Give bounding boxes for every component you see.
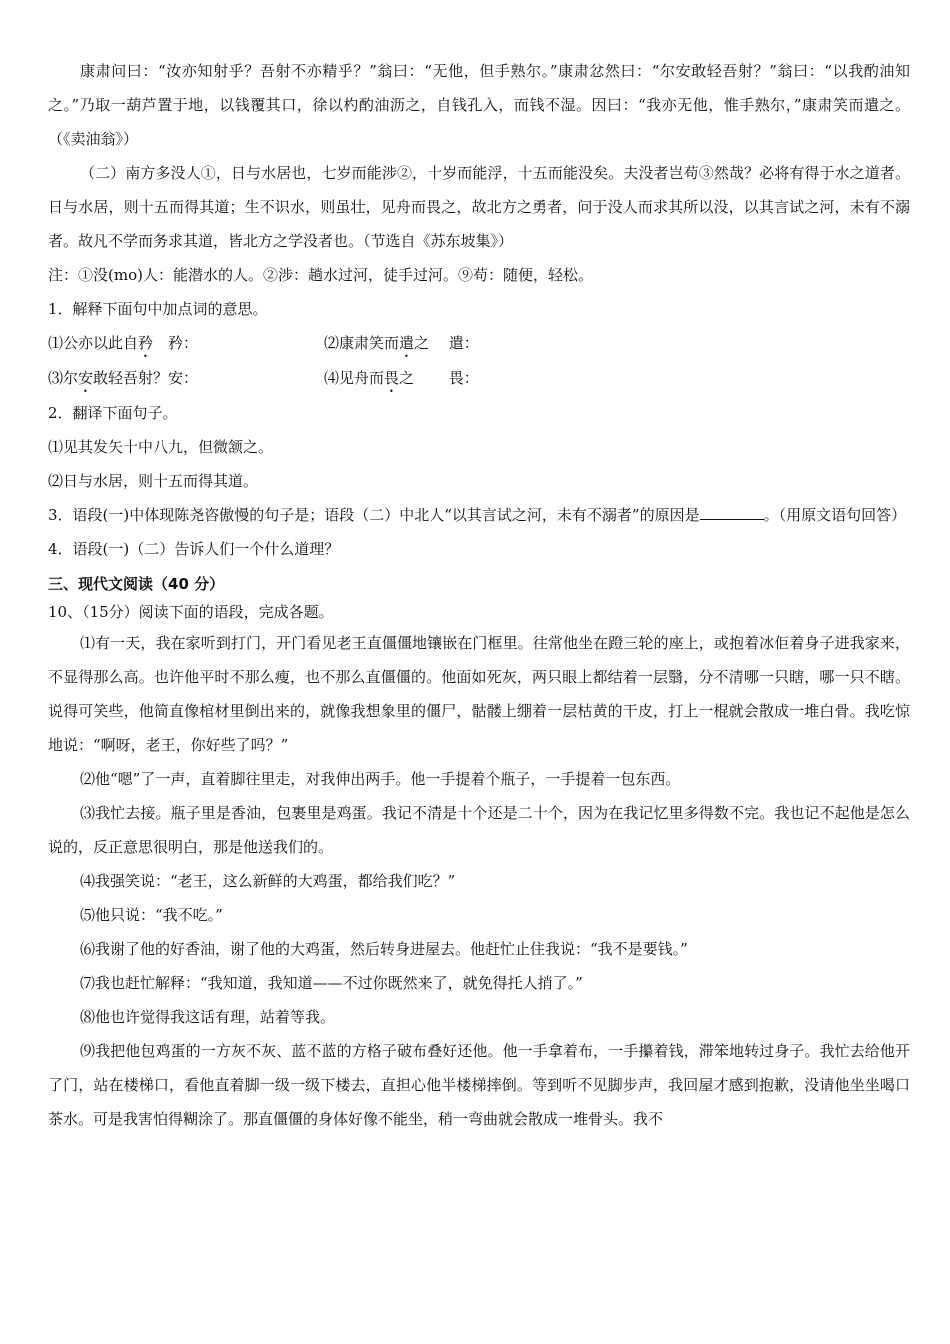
question-1-row-a xyxy=(48,326,910,361)
question-1-title: 1．解释下面句中加点词的意思。 xyxy=(48,300,268,318)
answer-blank[interactable] xyxy=(700,503,764,520)
reading-paragraph-2: ⑵他“嗯”了一声，直着脚往里走，对我伸出两手。他一手提着个瓶子，一手提着一包东西。 xyxy=(80,770,681,788)
question-10-intro: 10、（15分）阅读下面的语段，完成各题。 xyxy=(48,603,334,621)
document-page xyxy=(48,54,910,1136)
reading-paragraph-3: ⑶我忙去接。瓶子里是香油，包裹里是鸡蛋。我记不清是十个还是二十个，因为在我记忆里多得数不完。我也记不起他是怎么说的，反正意思很明白，那是他送我们的。 xyxy=(48,804,910,856)
reading-paragraph-5: ⑸他只说：“我不吃。” xyxy=(80,906,223,924)
question-4: 4．语段(一)（二）告诉人们一个什么道理？ xyxy=(48,540,340,558)
question-1-item-1: ⑴公亦以此自矜 矜： xyxy=(48,334,199,352)
reading-paragraph-7: ⑺我也赶忙解释：“我知道，我知道——不过你既然来了，就免得托人捎了。” xyxy=(80,974,583,992)
question-3: 3．语段(一)中体现陈尧咨傲慢的句子是；语段（二）中北人“以其言试之河，未有不溺者”的原因是 。（用原文语句回答） xyxy=(48,498,910,532)
question-2-item-2: ⑵日与水居，则十五而得其道。 xyxy=(48,472,259,490)
question-1-row-b xyxy=(48,361,910,396)
question-1-item-3: ⑶尔安敢轻吾射？安： xyxy=(48,369,199,387)
reading-paragraph-1: ⑴有一天，我在家听到打门，开门看见老王直僵僵地镶嵌在门框里。往常他坐在蹬三轮的座上，或抱着冰佢着身子进我家来，不显得那么高。也许他平时不那么瘦，也不那么直僵僵的。他面如死灰，两只眼上都结着一层翳，分不清哪一只瞎，哪一只不瞎。说得可笑些，他简直像棺材里倒出来的，就像我想象里的僵尸，骷髅上绷着一层枯黄的干皮，打上一棍就会散成一堆白骨。我吃惊地说：“啊呀，老王，你好些了吗？” xyxy=(48,634,910,754)
question-1-item-2: ⑵康肃笑而遣之 遣： xyxy=(324,334,479,352)
question-2-item-1: ⑴见其发矢十中八九，但微颔之。 xyxy=(48,438,274,456)
question-1-item-4: ⑷见舟而畏之 畏： xyxy=(324,369,479,387)
passage-1-ending: 康肃问曰：“汝亦知射乎？吾射不亦精乎？”翁曰：“无他，但手熟尔。”康肃忿然曰：“尔安敢轻吾射？”翁曰：“以我酌油知之。”乃取一葫芦置于地，以钱覆其口，徐以杓酌油沥之，自钱孔入，而钱不湿。因曰：“我亦无他，惟手熟尔，”康肃笑而遣之。（《卖油翁》） xyxy=(48,62,910,148)
reading-paragraph-4: ⑷我强笑说：“老王，这么新鲜的大鸡蛋，都给我们吃？” xyxy=(80,872,456,890)
reading-paragraph-6: ⑹我谢了他的好香油，谢了他的大鸡蛋，然后转身进屋去。他赶忙止住我说：“我不是要钱。” xyxy=(80,940,688,958)
passage-2: （二）南方多没人①，日与水居也，七岁而能涉②，十岁而能浮，十五而能没矣。夫没者岂苟③然哉？必将有得于水之道者。日与水居，则十五而得其道；生不识水，则虽壮，见舟而畏之，故北方之勇者，问于没人而求其所以没，以其言试之河，未有不溺者。故凡不学而务求其道，皆北方之学没者也。（节选自《苏东坡集》） xyxy=(48,164,910,250)
reading-paragraph-8: ⑻他也许觉得我这话有理，站着等我。 xyxy=(80,1008,336,1026)
reading-paragraph-9: ⑼我把他包鸡蛋的一方灰不灰、蓝不蓝的方格子破布叠好还他。他一手拿着布，一手攥着钱，滞笨地转过身子。我忙去给他开了门，站在楼梯口，看他直着脚一级一级下楼去，直担心他半楼梯摔倒。等到听不见脚步声，我回屋才感到抱歉，没请他坐坐喝口茶水。可是我害怕得糊涂了。那直僵僵的身体好像不能坐，稍一弯曲就会散成一堆骨头。我不 xyxy=(48,1042,910,1128)
annotation-notes: 注：①没(mo)人：能潜水的人。②涉：趟水过河，徒手过河。⑨苟：随便，轻松。 xyxy=(48,266,593,284)
question-2-title: 2．翻译下面句子。 xyxy=(48,404,178,422)
section-3-heading: 三、现代文阅读（40 分） xyxy=(48,575,225,593)
